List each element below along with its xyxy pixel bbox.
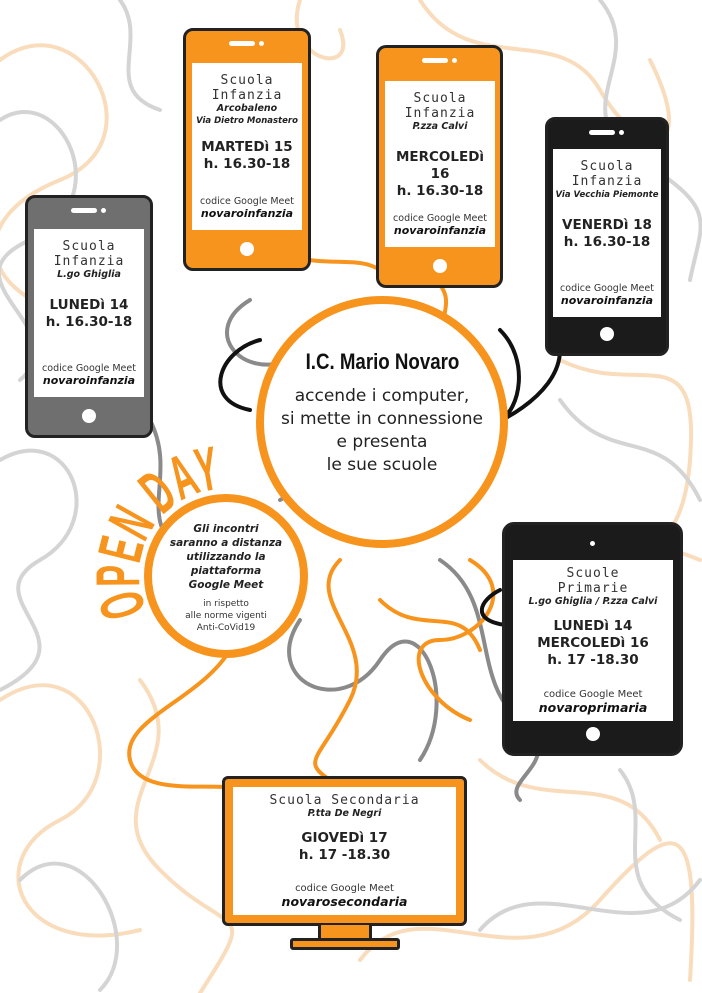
info-text: Google Meet xyxy=(188,579,264,591)
note-text: in rispetto xyxy=(203,599,249,609)
event-day: MARTEDì 15 xyxy=(201,139,293,155)
school-type: Infanzia xyxy=(211,88,283,103)
code-label: codice Google Meet xyxy=(42,363,136,374)
info-text: Gli incontri xyxy=(193,523,259,535)
school-name: I.C. Mario Novaro xyxy=(305,349,459,374)
home-button-icon xyxy=(240,242,254,256)
event-day: LUNEDì 14 xyxy=(553,618,633,634)
intro-line: le sue scuole xyxy=(326,455,438,475)
device-scuola-secondaria xyxy=(222,776,467,926)
meet-code: novaroinfanzia xyxy=(560,294,654,307)
event-day: MERCOLEDì 16 xyxy=(537,635,649,651)
event-day: LUNEDì 14 xyxy=(49,297,129,313)
camera-icon xyxy=(619,130,624,135)
school-place: P.tta De Negri xyxy=(307,808,382,819)
event-time: h. 16.30-18 xyxy=(45,314,133,330)
school-type: Scuola xyxy=(580,159,634,174)
intro-line: accende i computer, xyxy=(294,386,470,406)
meet-code: novaroinfanzia xyxy=(42,374,136,387)
device-infanzia-pzza-calvi xyxy=(376,45,503,288)
school-place: P.zza Calvi xyxy=(412,121,468,132)
school-type: Infanzia xyxy=(404,106,476,121)
camera-icon xyxy=(259,41,264,46)
device-scuole-primarie xyxy=(502,522,683,756)
meet-code: novaroinfanzia xyxy=(393,224,487,237)
home-button-icon xyxy=(600,327,614,341)
school-type: Scuola Secondaria xyxy=(269,793,420,808)
info-text: piattaforma xyxy=(190,565,262,577)
home-button-icon xyxy=(586,727,600,741)
speaker-icon xyxy=(71,208,97,213)
school-place: Via Vecchia Piemonte xyxy=(555,190,659,200)
code-label: codice Google Meet xyxy=(295,883,394,894)
info-circle xyxy=(144,494,308,658)
home-button-icon xyxy=(433,259,447,273)
camera-icon xyxy=(452,58,457,63)
note-text: Anti-CoVid19 xyxy=(196,623,256,633)
info-text: saranno a distanza xyxy=(169,537,283,549)
school-place: L.go Ghiglia xyxy=(57,269,121,280)
school-type: Infanzia xyxy=(571,174,643,189)
school-type: Infanzia xyxy=(53,254,125,269)
school-place: Arcobaleno xyxy=(216,103,278,114)
event-time: h. 16.30-18 xyxy=(396,183,484,199)
device-infanzia-via-vecchia-piemonte xyxy=(545,117,669,356)
meet-code: novaroprimaria xyxy=(538,700,648,715)
monitor-base xyxy=(290,938,400,950)
meet-code: novarosecondaria xyxy=(281,894,408,909)
event-day: MERCOLEDì 16 xyxy=(395,149,485,182)
speaker-icon xyxy=(589,130,615,135)
note-text: alle norme vigenti xyxy=(185,611,267,621)
code-label: codice Google Meet xyxy=(393,213,487,224)
code-label: codice Google Meet xyxy=(560,283,654,294)
event-time: h. 16.30-18 xyxy=(563,234,651,250)
event-time: h. 17 -18.30 xyxy=(547,652,639,668)
speaker-icon xyxy=(229,41,255,46)
event-day: VENERDì 18 xyxy=(562,217,652,233)
school-address: Via Dietro Monastero xyxy=(196,116,298,126)
speaker-icon xyxy=(422,58,448,63)
code-label: codice Google Meet xyxy=(543,689,643,700)
intro-line: si mette in connessione xyxy=(281,409,483,429)
event-time: h. 16.30-18 xyxy=(203,156,291,172)
school-place: L.go Ghiglia / P.zza Calvi xyxy=(528,596,658,607)
school-type: Scuole xyxy=(566,566,620,581)
meet-code: novaroinfanzia xyxy=(200,207,294,220)
school-type: Scuola xyxy=(413,91,467,106)
open-day-text: OPEN DAY xyxy=(79,430,243,628)
school-type: Scuola xyxy=(220,73,274,88)
camera-icon xyxy=(590,541,595,546)
info-text: utilizzando la xyxy=(186,551,266,563)
intro-line: e presenta xyxy=(336,432,428,452)
school-type: Scuola xyxy=(62,239,116,254)
camera-icon xyxy=(101,208,106,213)
school-type: Primarie xyxy=(557,581,629,596)
device-infanzia-arcobaleno xyxy=(183,28,311,271)
code-label: codice Google Meet xyxy=(200,196,294,207)
home-button-icon xyxy=(82,409,96,423)
event-time: h. 17 -18.30 xyxy=(298,847,391,863)
device-infanzia-lgo-ghiglia xyxy=(25,195,153,438)
event-day: GIOVEDì 17 xyxy=(301,830,388,846)
main-circle xyxy=(256,296,508,548)
